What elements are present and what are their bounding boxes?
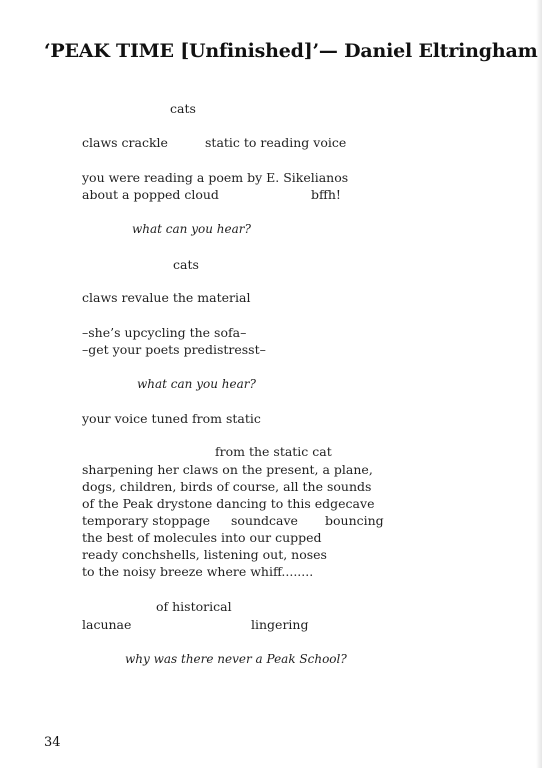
poem-line-noisy-breeze: to the noisy breeze where whiff........ (82, 564, 314, 579)
poem-line-upcycling: –she’s upcycling the sofa– (82, 325, 247, 340)
poem-line-cats-1: cats (170, 101, 196, 116)
poem-line-molecules: the best of molecules into our cupped (82, 530, 322, 545)
poem-line-bouncing: bouncing (325, 513, 384, 528)
poem-line-cats-2: cats (173, 257, 199, 272)
poem-line-temporary-stoppage: temporary stoppage (82, 513, 211, 528)
poem-line-voice-tuned: your voice tuned from static (82, 411, 261, 426)
poem-line-of-historical: of historical (156, 599, 232, 614)
page-edge-shadow (536, 0, 542, 768)
poem-line-predistresst: –get your poets predistresst– (82, 342, 266, 357)
poem-line-static-to-reading-voice: static to reading voice (205, 135, 347, 150)
poem-question-1: what can you hear? (132, 222, 251, 236)
poem-line-popped-cloud: about a popped cloud (82, 187, 219, 202)
poem-line-conchshells: ready conchshells, listening out, noses (82, 547, 327, 562)
poem-question-2: what can you hear? (137, 377, 256, 391)
poem-line-sharpening: sharpening her claws on the present, a plane, (82, 462, 373, 477)
poem-line-claws-crackle: claws crackle (82, 135, 168, 150)
poem-line-reading-poem: you were reading a poem by E. Sikelianos (82, 170, 349, 185)
poem-line-soundcave: soundcave (231, 513, 298, 528)
poem-line-static-cat: from the static cat (215, 444, 332, 459)
poem-line-bffh: bffh! (311, 187, 341, 202)
poem-question-3: why was there never a Peak School? (125, 652, 347, 666)
page-number: 34 (44, 735, 61, 750)
poem-title: ‘PEAK TIME [Unfinished]’— Daniel Eltringham (44, 40, 538, 62)
poem-line-lacunae: lacunae (82, 617, 132, 632)
poem-line-lingering: lingering (251, 617, 309, 632)
poem-line-claws-revalue: claws revalue the material (82, 290, 251, 305)
poem-line-dogs-children: dogs, children, birds of course, all the sounds (82, 479, 372, 494)
poem-line-drystone: of the Peak drystone dancing to this edgecave (82, 496, 375, 511)
